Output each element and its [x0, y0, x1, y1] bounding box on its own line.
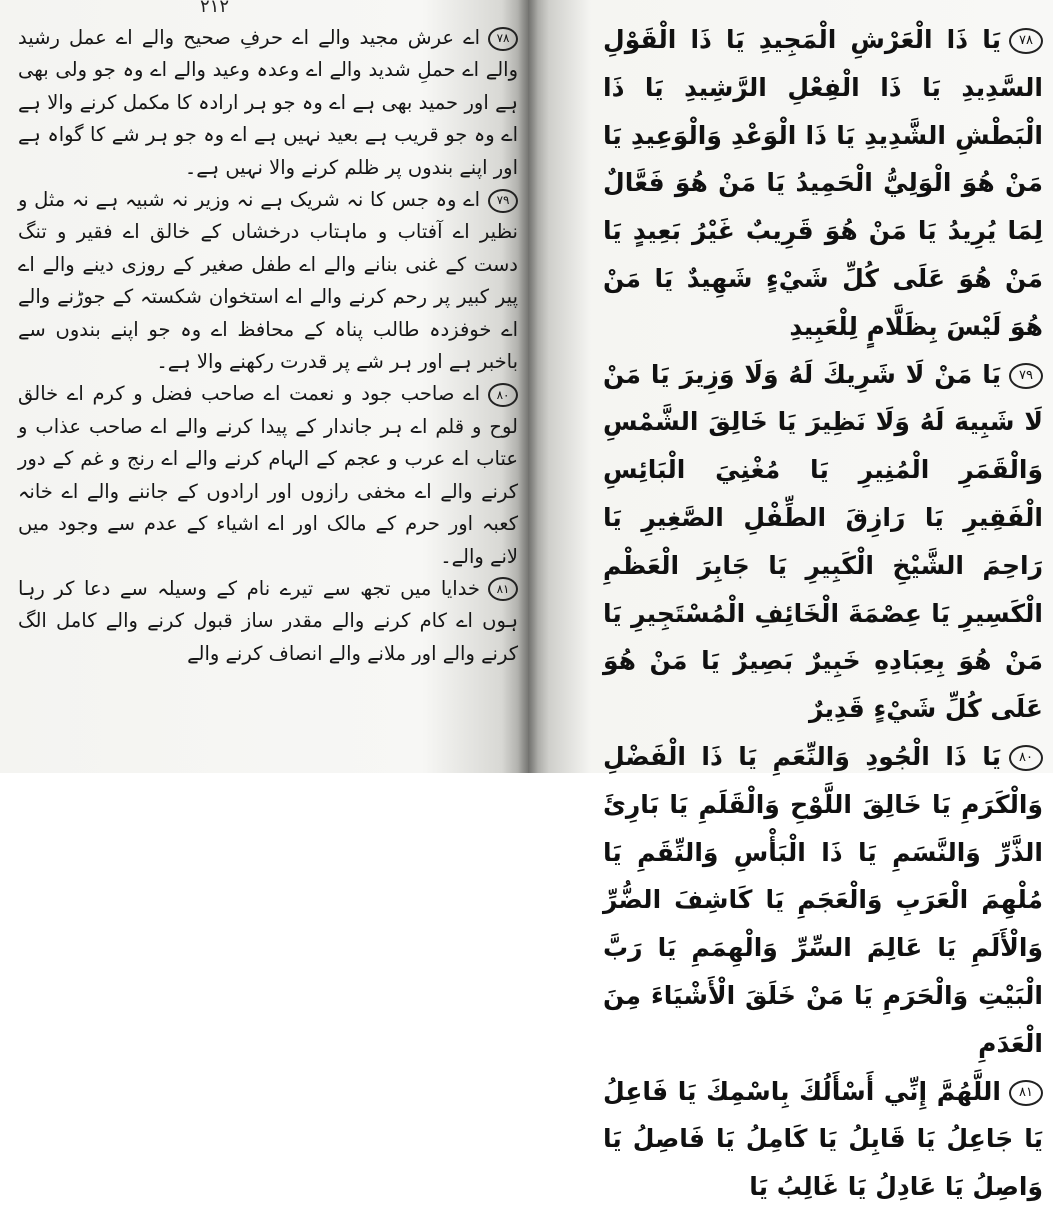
- arabic-paragraph-79: [603, 351, 1043, 733]
- urdu-paragraph-text: اے عرش مجید والے اے حرفِ صحیح والے اے عمل رشید والے اے حملِ شدید والے اے وعدہ وعید والے اے وہ جو ولی بھی ہے اور حمید بھی ہے اے وہ جو ہر ارادہ کا مکمل کرنے والا ہے اے وہ جو قریب ہے بعید نہیں ہے اے وہ جو ہر شے کا گواہ ہے اور اپنے بندوں پر ظلم کرنے والا نہیں ہے۔: [18, 26, 518, 179]
- book-spine-shadow: [518, 0, 538, 773]
- arabic-text: [603, 16, 1043, 1211]
- right-page: [528, 0, 1053, 1202]
- verse-number-badge: ۷۹: [488, 189, 518, 213]
- arabic-paragraph-80: [603, 733, 1043, 1068]
- urdu-paragraph-81: [18, 573, 518, 670]
- urdu-paragraph-text: اے وہ جس کا نہ شریک ہے نہ وزیر نہ شبیہ ہے نہ مثل و نظیر اے آفتاب و ماہتاب درخشاں کے خالق اے فقیر و تنگ دست کے غنی بنانے والے اے طفل صغیر کے روزی دینے والے اے پیر کبیر پر رحم کرنے والے اے استخوان شکستہ کے جوڑنے والے اے خوفزدہ طالب پناہ کے محافظ اے وہ جو اپنے بندوں سے باخبر ہے اور ہر شے پر قدرت رکھنے والا ہے۔: [18, 188, 518, 374]
- urdu-paragraph-80: [18, 378, 518, 572]
- verse-number-badge: ۷۸: [488, 27, 518, 51]
- urdu-translation: [18, 22, 518, 670]
- arabic-paragraph-text: يَا ذَا الْعَرْشِ الْمَجِيدِ يَا ذَا الْقَوْلِ السَّدِيدِ يَا ذَا الْفِعْلِ الرَّشِيدِ يَا ذَا الْبَطْشِ الشَّدِيدِ يَا ذَا الْوَعْدِ وَالْوَعِيدِ يَا مَنْ هُوَ الْوَلِيُّ الْحَمِيدُ يَا مَنْ هُوَ فَعَّالٌ لِمَا يُرِيدُ يَا مَنْ هُوَ قَرِيبٌ غَيْرُ بَعِيدٍ يَا مَنْ هُوَ عَلَى كُلِّ شَيْءٍ شَهِيدٌ يَا مَنْ هُوَ لَيْسَ بِظَلَّامٍ لِلْعَبِيدِ: [603, 25, 1043, 341]
- verse-number-badge: ۸۰: [488, 383, 518, 407]
- arabic-paragraph-text: يَا ذَا الْجُودِ وَالنِّعَمِ يَا ذَا الْفَضْلِ وَالْكَرَمِ يَا خَالِقَ اللَّوْحِ وَالْقَلَمِ يَا بَارِئَ الذَّرِّ وَالنَّسَمِ يَا ذَا الْبَأْسِ وَالنِّقَمِ يَا مُلْهِمَ الْعَرَبِ وَالْعَجَمِ يَا كَاشِفَ الضُّرِّ وَالْأَلَمِ يَا عَالِمَ السِّرِّ وَالْهِمَمِ يَا رَبَّ الْبَيْتِ وَالْحَرَمِ يَا مَنْ خَلَقَ الْأَشْيَاءَ مِنَ الْعَدَمِ: [603, 741, 1043, 1058]
- verse-number-badge: ۸۰: [1009, 745, 1043, 771]
- left-page: [0, 0, 528, 773]
- verse-number-badge: ۷۸: [1009, 28, 1043, 54]
- verse-number-badge: ۸۱: [1009, 1080, 1043, 1106]
- urdu-paragraph-text: اے صاحب جود و نعمت اے صاحب فضل و کرم اے خالق لوح و قلم اے ہر جاندار کے پیدا کرنے والے اے صاحب عذاب و عتاب اے عرب و عجم کے الہام کرنے والے اے رنج و غم کے دور کرنے والے اے مخفی رازوں اور ارادوں کے جاننے والے اے خانہ کعبہ اور حرم کے مالک اور اے اشیاء کے عدم سے وجود میں لانے والے۔: [18, 382, 518, 568]
- urdu-paragraph-78: [18, 22, 518, 184]
- verse-number-badge: ۷۹: [1009, 363, 1043, 389]
- verse-number-badge: ۸۱: [488, 577, 518, 601]
- arabic-paragraph-78: [603, 16, 1043, 351]
- arabic-paragraph-text: اللَّهُمَّ إِنِّي أَسْأَلُكَ بِاسْمِكَ يَا فَاعِلُ يَا جَاعِلُ يَا قَابِلُ يَا كَامِلُ يَا فَاصِلُ يَا وَاصِلُ يَا عَادِلُ يَا غَالِبُ يَا: [603, 1076, 1043, 1202]
- arabic-paragraph-81: [603, 1068, 1043, 1211]
- urdu-paragraph-text: خدایا میں تجھ سے تیرے نام کے وسیلہ سے دعا کر رہا ہوں اے کام کرنے والے مقدر ساز قبول کرنے والے کامل الگ کرنے والے اور ملانے والے انصاف کرنے والے: [18, 576, 518, 665]
- page-number: ۲۱۲: [200, 0, 230, 17]
- urdu-paragraph-79: [18, 184, 518, 378]
- arabic-paragraph-text: يَا مَنْ لَا شَرِيكَ لَهُ وَلَا وَزِيرَ يَا مَنْ لَا شَبِيهَ لَهُ وَلَا نَظِيرَ يَا خَالِقَ الشَّمْسِ وَالْقَمَرِ الْمُنِيرِ يَا مُغْنِيَ الْبَائِسِ الْفَقِيرِ يَا رَازِقَ الطِّفْلِ الصَّغِيرِ يَا رَاحِمَ الشَّيْخِ الْكَبِيرِ يَا جَابِرَ الْعَظْمِ الْكَسِيرِ يَا عِصْمَةَ الْخَائِفِ الْمُسْتَجِيرِ يَا مَنْ هُوَ بِعِبَادِهِ خَبِيرٌ بَصِيرٌ يَا مَنْ هُوَ عَلَى كُلِّ شَيْءٍ قَدِيرٌ: [603, 359, 1043, 724]
